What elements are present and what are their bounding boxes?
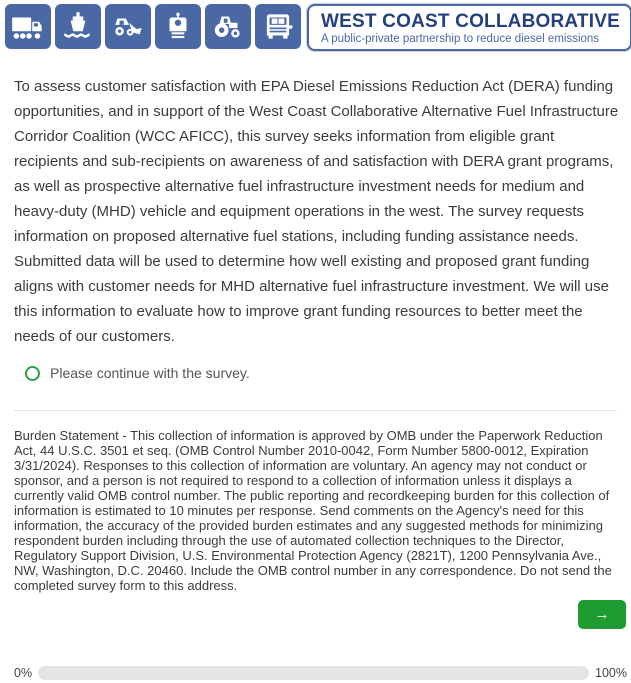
ship-icon — [55, 4, 101, 49]
burden-statement: Burden Statement - This collection of information is approved by OMB under the Paperwork Reduction Act, 44 U.S.C. 3501 et seq. (OMB Control Number 2010-0042, Form Number 5800-0012, Expiration 3/31/2024). Responses to this collection of information are voluntary. An agency may not conduct or sponsor, and a person is not required to respond to a collection of information unless it displays a currently valid OMB control number. The public reporting and recordkeeping burden for this collection of information is estimated to 10 minutes per response. Send comments on the Agency's need for this information, the accuracy of the provided burden estimates and any suggested methods for minimizing respondent burden including through the use of automated collection techniques to the Director, Regulatory Support Division, U.S. Environmental Protection Agency (2821T), 1200 Pennsylvania Ave., NW, Washington, D.C. 20460. Include the OMB control number in any correspondence. Do not send the completed survey form to this address. — [14, 428, 612, 593]
progress-end-label: 100% — [595, 666, 627, 680]
survey-content — [0, 74, 631, 593]
header — [0, 0, 631, 51]
train-icon — [155, 4, 201, 49]
progress-track — [38, 666, 589, 680]
continue-option[interactable] — [25, 365, 617, 381]
logo-title: WEST COAST COLLABORATIVE — [321, 10, 620, 32]
vehicle-icon-strip — [5, 4, 301, 51]
intro-paragraph: To assess customer satisfaction with EPA Diesel Emissions Reduction Act (DERA) funding opportunities, and in support of the West Coast Collaborative Alternative Fuel Infrastructure Corridor Coalition (WCC AFICC), this survey seeks information from eligible grant recipients and sub-recipients on awareness of and satisfaction with DERA grant programs, as well as prospective alternative fuel infrastructure investment needs for medium and heavy-duty (MHD) vehicle and equipment operations in the west. The survey requests information on proposed alternative fuel stations, including funding assistance needs. Submitted data will be used to determine how well existing and proposed grant funding aligns with customer needs for MHD alternative fuel infrastructure investment. We will use this information to evaluate how to improve grant funding resources to better meet the needs of our customers. — [14, 78, 619, 345]
logo-tagline: A public-private partnership to reduce diesel emissions — [321, 32, 600, 45]
front-loader-icon — [105, 4, 151, 49]
divider — [14, 410, 617, 411]
progress-bar — [14, 666, 627, 680]
progress-start-label: 0% — [14, 666, 33, 680]
truck-icon — [5, 4, 51, 49]
west-coast-collaborative-logo — [307, 4, 631, 51]
bus-icon — [255, 4, 301, 49]
next-button[interactable] — [578, 600, 626, 629]
tractor-icon — [205, 4, 251, 49]
radio-label: Please continue with the survey. — [50, 365, 250, 381]
radio-button[interactable] — [25, 366, 40, 381]
right-arrow-icon: → — [594, 606, 610, 623]
